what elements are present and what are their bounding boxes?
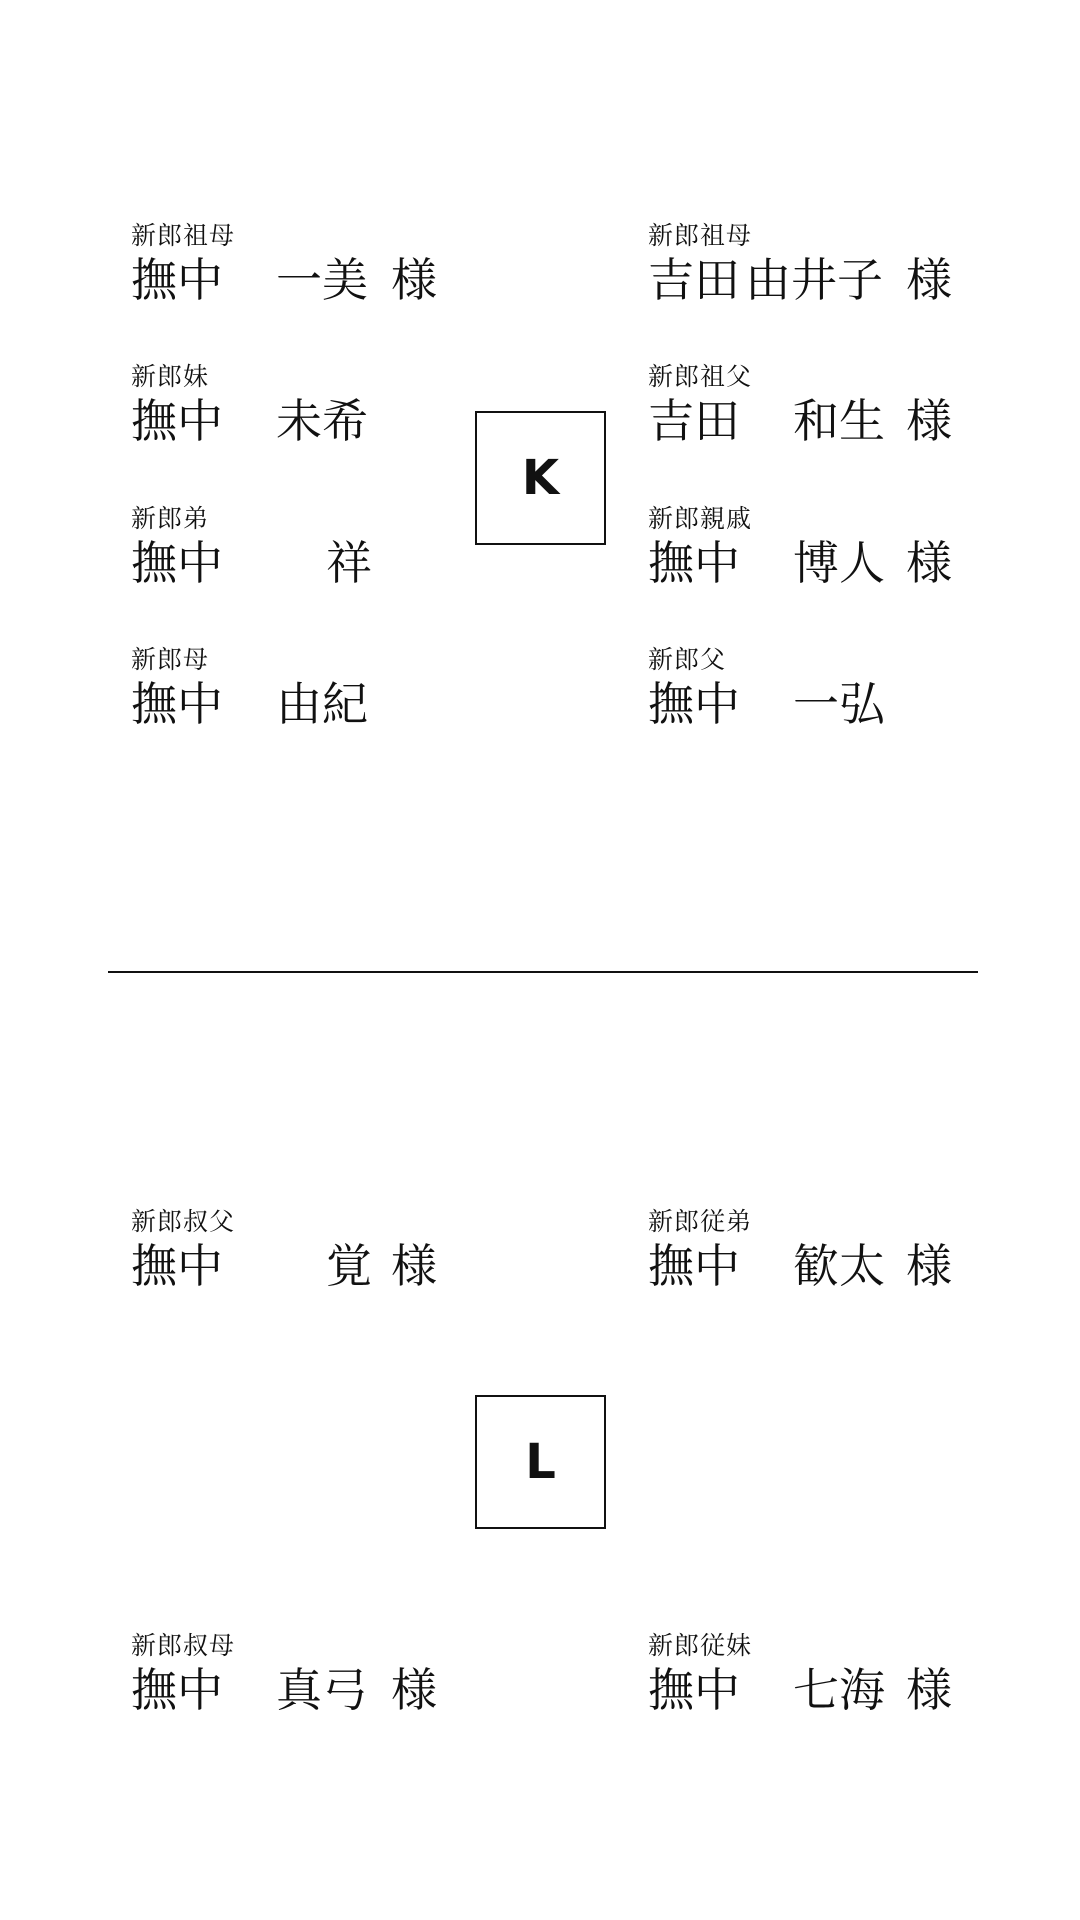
guest-surname: 撫中 xyxy=(131,253,223,307)
guest-relation: 新郎弟 xyxy=(131,504,210,533)
guest-surname: 吉田 xyxy=(648,394,740,448)
guest-card xyxy=(648,504,952,593)
guest-relation: 新郎叔父 xyxy=(131,1207,236,1236)
guest-surname: 撫中 xyxy=(131,536,223,590)
guest-honorific: 様 xyxy=(391,1239,437,1293)
guest-given-name: 由井子 xyxy=(745,253,883,307)
guest-honorific: 様 xyxy=(906,253,952,307)
guest-given-name: 歓太 xyxy=(793,1239,885,1293)
guest-name xyxy=(131,250,437,310)
guest-honorific: 様 xyxy=(391,253,437,307)
guest-given-name: 祥 xyxy=(326,536,372,590)
guest-given-name: 一弘 xyxy=(793,677,885,731)
guest-relation: 新郎親戚 xyxy=(648,504,753,533)
guest-given-name: 未希 xyxy=(276,394,368,448)
guest-given-name: 覚 xyxy=(326,1239,372,1293)
section-divider xyxy=(108,971,978,973)
guest-name xyxy=(131,674,368,734)
guest-card xyxy=(648,362,952,451)
guest-card xyxy=(131,504,372,593)
guest-name xyxy=(648,674,885,734)
guest-name xyxy=(131,533,372,593)
guest-relation: 新郎父 xyxy=(648,645,727,674)
guest-surname: 撫中 xyxy=(648,1663,740,1717)
guest-given-name: 和生 xyxy=(793,394,885,448)
guest-name xyxy=(131,391,368,451)
table-label-l: L xyxy=(475,1395,606,1529)
guest-surname: 撫中 xyxy=(131,1239,223,1293)
guest-card xyxy=(648,221,952,310)
guest-card xyxy=(648,1631,952,1720)
guest-honorific: 様 xyxy=(391,1663,437,1717)
guest-honorific: 様 xyxy=(906,394,952,448)
guest-surname: 撫中 xyxy=(131,677,223,731)
guest-name xyxy=(648,250,952,310)
guest-given-name: 博人 xyxy=(793,536,885,590)
guest-card xyxy=(131,221,437,310)
guest-surname: 吉田 xyxy=(648,253,740,307)
guest-card xyxy=(648,645,885,734)
guest-given-name: 七海 xyxy=(793,1663,885,1717)
guest-relation: 新郎妹 xyxy=(131,362,210,391)
guest-honorific: 様 xyxy=(906,1663,952,1717)
guest-surname: 撫中 xyxy=(648,1239,740,1293)
guest-name xyxy=(648,1236,952,1296)
guest-relation: 新郎祖母 xyxy=(131,221,236,250)
guest-relation: 新郎従弟 xyxy=(648,1207,753,1236)
guest-card xyxy=(131,1207,437,1296)
guest-relation: 新郎従妹 xyxy=(648,1631,753,1660)
guest-name xyxy=(648,1660,952,1720)
guest-relation: 新郎母 xyxy=(131,645,210,674)
guest-surname: 撫中 xyxy=(131,1663,223,1717)
guest-surname: 撫中 xyxy=(648,536,740,590)
guest-name xyxy=(131,1236,437,1296)
guest-relation: 新郎祖母 xyxy=(648,221,753,250)
guest-given-name: 由紀 xyxy=(276,677,368,731)
guest-honorific: 様 xyxy=(906,1239,952,1293)
guest-given-name: 真弓 xyxy=(276,1663,368,1717)
guest-given-name: 一美 xyxy=(276,253,368,307)
guest-name xyxy=(648,391,952,451)
guest-card xyxy=(648,1207,952,1296)
guest-relation: 新郎祖父 xyxy=(648,362,753,391)
guest-card xyxy=(131,1631,437,1720)
guest-relation: 新郎叔母 xyxy=(131,1631,236,1660)
guest-card xyxy=(131,645,368,734)
guest-surname: 撫中 xyxy=(131,394,223,448)
guest-card xyxy=(131,362,368,451)
guest-surname: 撫中 xyxy=(648,677,740,731)
guest-honorific: 様 xyxy=(906,536,952,590)
guest-name xyxy=(131,1660,437,1720)
guest-name xyxy=(648,533,952,593)
table-label-k: K xyxy=(475,411,606,545)
